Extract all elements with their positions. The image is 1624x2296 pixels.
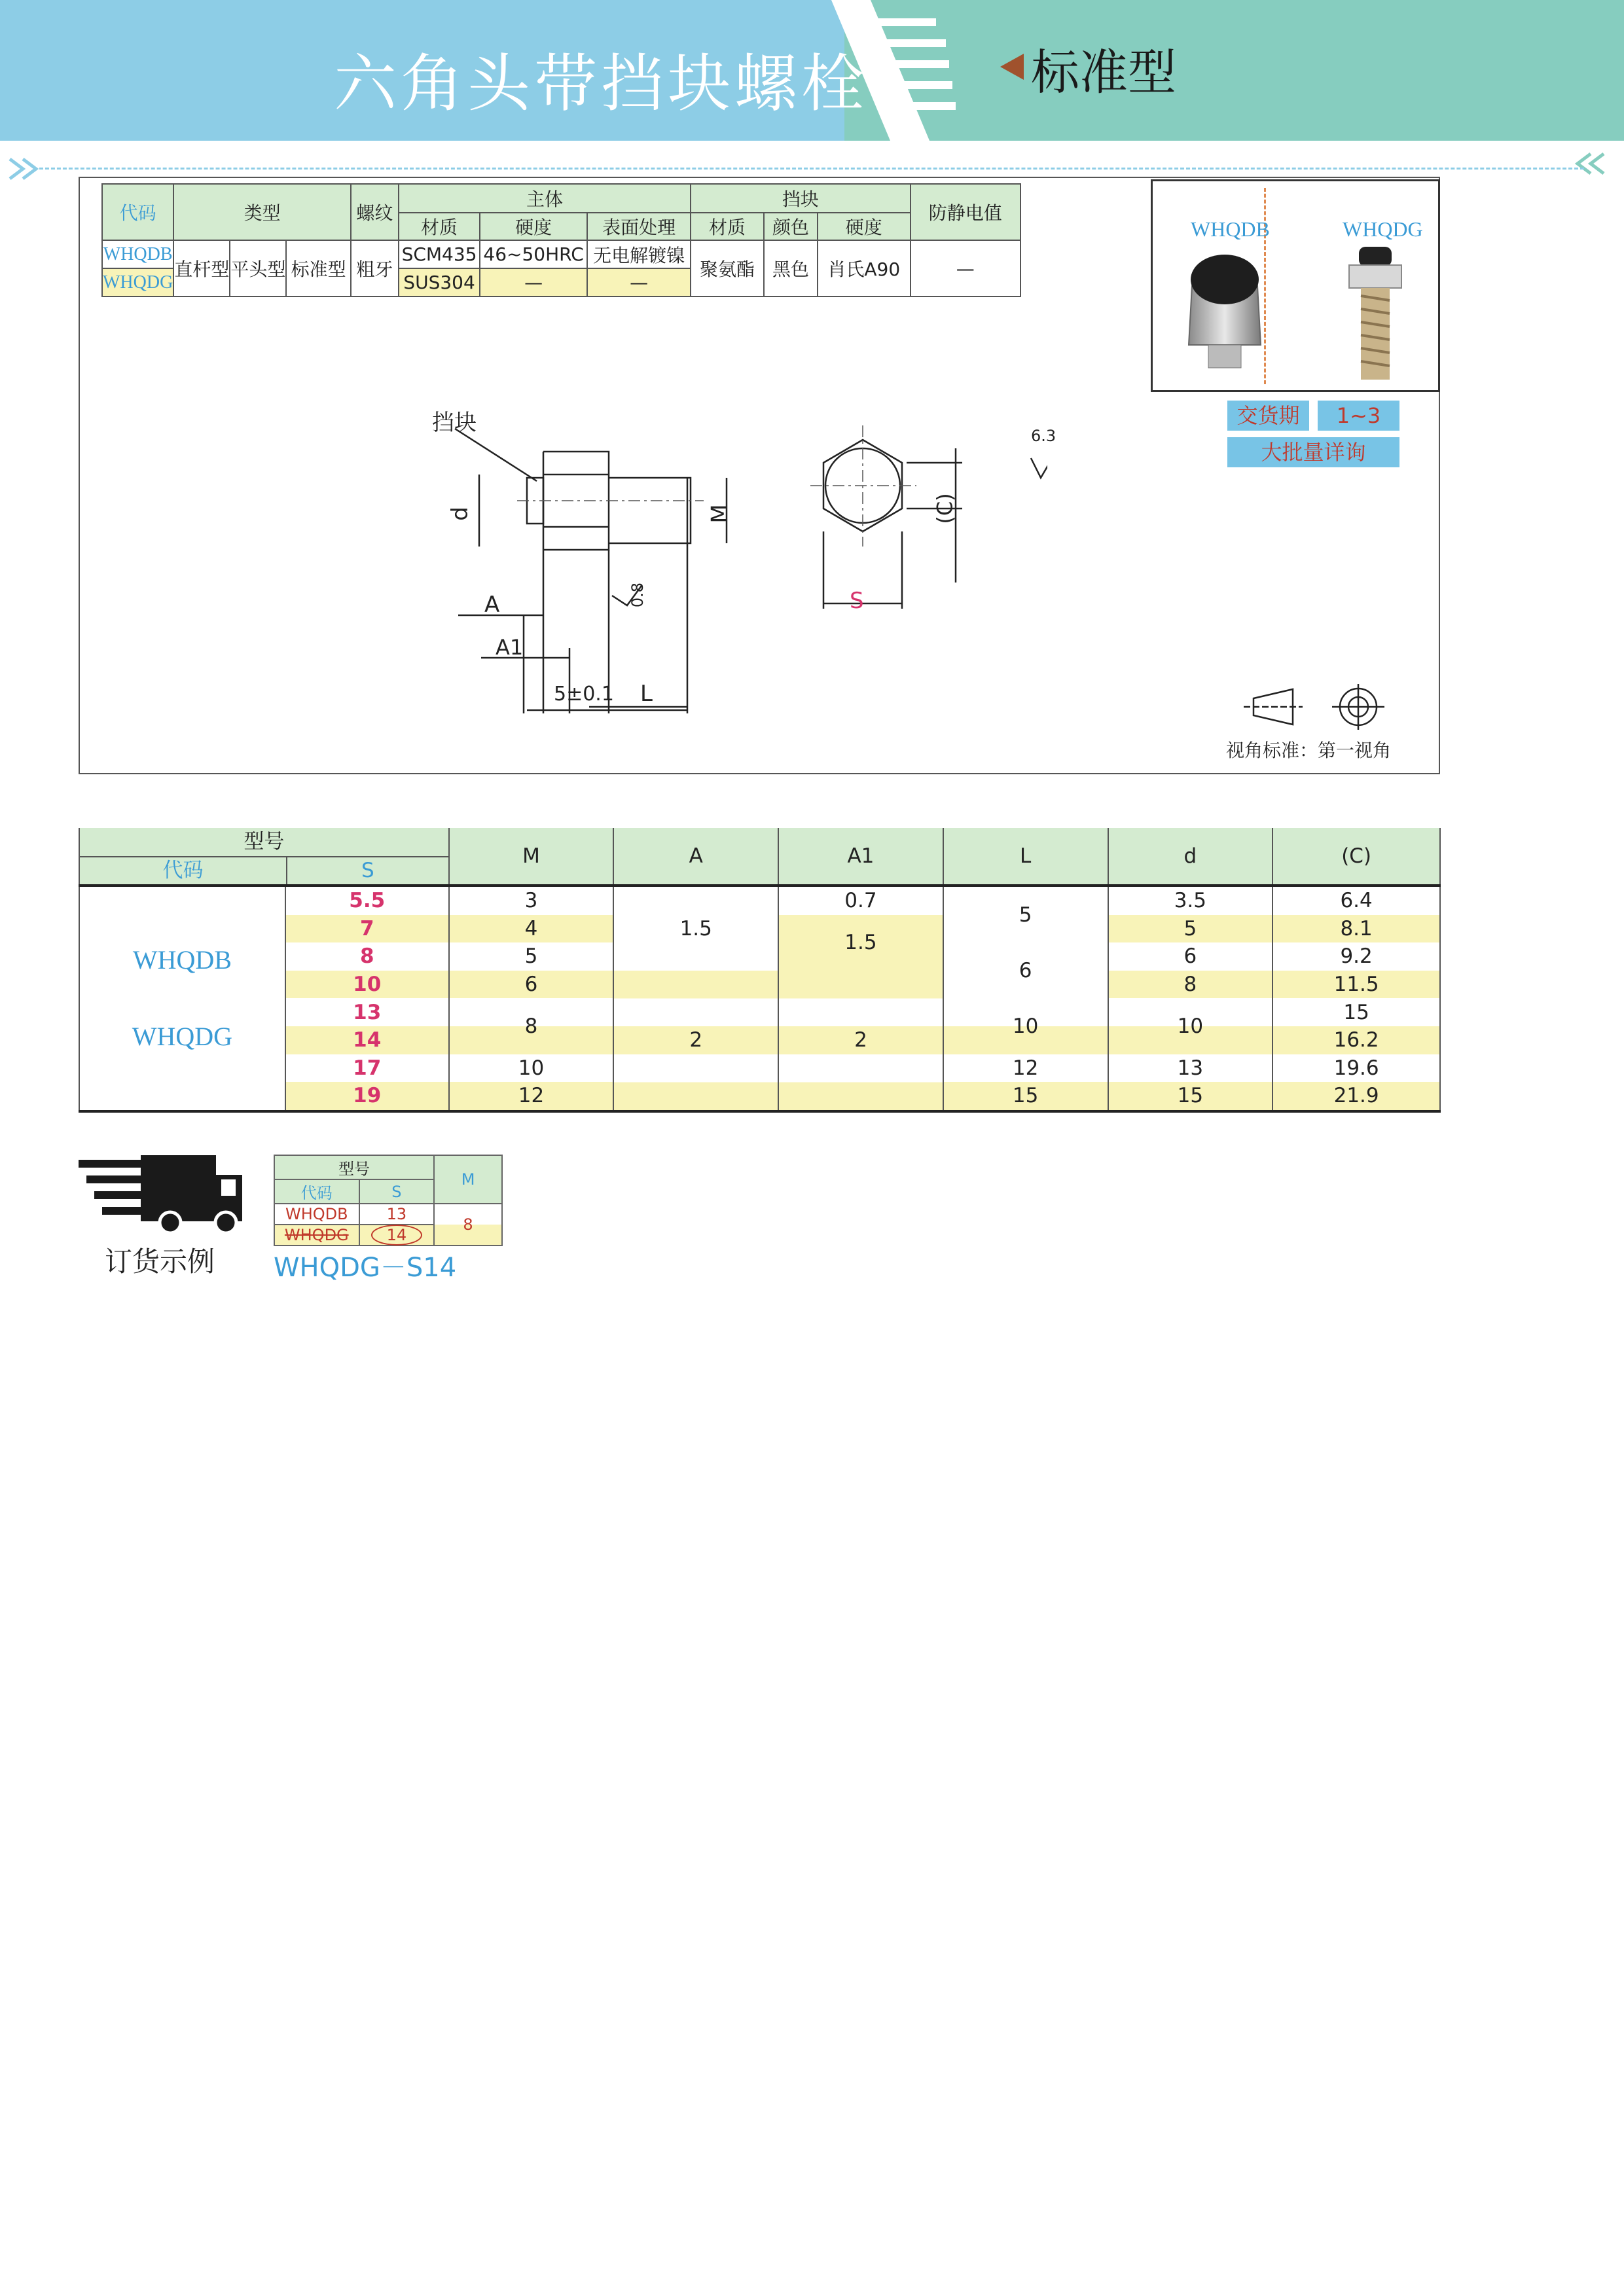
technical-drawing <box>419 393 1047 733</box>
size-a1: 1.5 <box>778 915 943 971</box>
size-s: 8 <box>285 942 449 971</box>
order-code-2: WHQDG <box>274 1225 359 1246</box>
bulk-inquiry: 大批量详询 <box>1227 437 1399 467</box>
spec-sub-block-material: 材质 <box>691 213 764 240</box>
size-s: 7 <box>285 915 449 943</box>
order-s-2: 14 <box>371 1225 423 1246</box>
size-header-code: 代码 <box>80 857 287 884</box>
delivery-label: 交货期 <box>1227 401 1309 431</box>
size-m: 12 <box>449 1082 614 1111</box>
spec-thread: 粗牙 <box>351 240 399 296</box>
product-photo-box <box>1151 179 1440 392</box>
size-c: 19.6 <box>1272 1054 1440 1083</box>
size-s: 10 <box>285 971 449 999</box>
order-code-1: WHQDB <box>274 1204 359 1225</box>
spec-type-3: 标准型 <box>286 240 350 296</box>
spec-table <box>101 183 1021 297</box>
drawing-dim-a: A <box>484 592 500 618</box>
size-header-d: d <box>1108 828 1273 886</box>
order-header-code: 代码 <box>274 1179 359 1204</box>
spec-block-color: 黑色 <box>764 240 818 296</box>
delivery-truck-icon <box>79 1152 242 1237</box>
size-l: 6 <box>943 942 1108 998</box>
order-header-s: S <box>359 1179 435 1204</box>
spec-header-type: 类型 <box>173 184 351 240</box>
triangle-left-icon <box>1000 54 1024 80</box>
spec-type-1: 直杆型 <box>173 240 230 296</box>
divider <box>39 168 1584 170</box>
size-m: 10 <box>449 1054 614 1083</box>
size-l: 5 <box>943 886 1108 942</box>
spec-code: WHQDB <box>102 240 173 268</box>
spec-hardness: 46~50HRC <box>480 240 587 268</box>
chevron-left-icon <box>1568 151 1607 177</box>
size-a: 1.5 <box>613 886 778 971</box>
size-code-whqdg: WHQDG <box>132 1022 233 1052</box>
spec-header-code: 代码 <box>102 184 173 240</box>
size-header-subrow <box>80 857 448 884</box>
projection-symbol-icon <box>1244 684 1407 730</box>
drawing-dim-c: (C) <box>932 493 958 524</box>
size-header-s: S <box>361 859 374 882</box>
size-m: 5 <box>449 942 614 971</box>
size-m: 3 <box>449 886 614 915</box>
drawing-dim-l: L <box>640 681 653 707</box>
spec-code: WHQDG <box>102 268 173 296</box>
view-standard: 视角标准：第一视角 <box>1226 740 1392 761</box>
size-d: 3.5 <box>1108 886 1273 915</box>
size-header-l: L <box>943 828 1108 886</box>
size-header-model: 型号 <box>80 828 448 857</box>
spec-material: SCM435 <box>399 240 480 268</box>
order-example-code: WHQDG－S14 <box>274 1253 457 1283</box>
spec-material: SUS304 <box>399 268 480 296</box>
size-d: 15 <box>1108 1082 1273 1111</box>
size-c: 8.1 <box>1272 915 1440 943</box>
size-d: 6 <box>1108 942 1273 971</box>
order-example-table <box>274 1155 503 1246</box>
spec-sub-color: 颜色 <box>764 213 818 240</box>
spec-type-2: 平头型 <box>230 240 286 296</box>
drawing-dim-m: M <box>706 504 733 524</box>
size-m: 6 <box>449 971 614 999</box>
drawing-dim-s: S <box>850 588 864 614</box>
size-header-a1: A1 <box>778 828 943 886</box>
spec-surface: 无电解镀镍 <box>587 240 691 268</box>
spec-sub-surface: 表面处理 <box>587 213 691 240</box>
size-c: 6.4 <box>1272 886 1440 915</box>
order-example-label: 订货示例 <box>105 1246 215 1278</box>
drawing-label-block: 挡块 <box>432 410 477 436</box>
order-m-value: 8 <box>434 1204 502 1246</box>
size-c: 11.5 <box>1272 971 1440 999</box>
size-m: 4 <box>449 915 614 943</box>
spec-sub-hardness: 硬度 <box>480 213 587 240</box>
size-d: 10 <box>1108 998 1273 1054</box>
size-l: 12 <box>943 1054 1108 1083</box>
size-c: 16.2 <box>1272 1026 1440 1054</box>
page-subtitle: 标准型 <box>1031 45 1176 101</box>
size-l: 15 <box>943 1082 1108 1111</box>
size-s: 17 <box>285 1054 449 1083</box>
roughness-value-b: 6.3 <box>1031 427 1056 445</box>
size-d: 8 <box>1108 971 1273 999</box>
size-code-whqdb: WHQDB <box>132 945 232 975</box>
size-m: 8 <box>449 998 614 1054</box>
size-a1: 0.7 <box>778 886 943 915</box>
size-s: 19 <box>285 1082 449 1111</box>
size-header-m: M <box>449 828 614 886</box>
spec-block-hardness: 肖氏A90 <box>818 240 911 296</box>
order-s-1: 13 <box>359 1204 435 1225</box>
spec-antistatic: — <box>911 240 1020 296</box>
spec-header-antistatic: 防静电值 <box>911 184 1020 240</box>
size-table <box>79 828 1441 1113</box>
spec-hardness: — <box>480 268 587 296</box>
order-header-m: M <box>434 1155 502 1204</box>
size-c: 9.2 <box>1272 942 1440 971</box>
drawing-dim-5: 5±0.1 <box>554 683 614 706</box>
order-header-model: 型号 <box>274 1155 434 1179</box>
roughness-value-a: 0.8 <box>628 582 647 608</box>
photo-label-whqdb: WHQDB <box>1191 217 1270 241</box>
size-header-a: A <box>613 828 778 886</box>
size-a1: 2 <box>778 971 943 1111</box>
spec-sub-material: 材质 <box>399 213 480 240</box>
whqdg-photo <box>1339 247 1411 391</box>
spec-block-material: 聚氨酯 <box>691 240 764 296</box>
photo-label-whqdg: WHQDG <box>1343 217 1423 241</box>
drawing-dim-a1: A1 <box>496 635 524 660</box>
size-s: 13 <box>285 998 449 1026</box>
spec-header-block: 挡块 <box>691 184 910 213</box>
size-d: 5 <box>1108 915 1273 943</box>
size-c: 21.9 <box>1272 1082 1440 1111</box>
size-header-model-group <box>79 828 449 886</box>
size-s: 14 <box>285 1026 449 1054</box>
spec-header-thread: 螺纹 <box>351 184 399 240</box>
drawing-dim-d: d <box>446 507 473 521</box>
size-d: 13 <box>1108 1054 1273 1083</box>
size-s: 5.5 <box>285 886 449 915</box>
size-header-c: (C) <box>1272 828 1440 886</box>
size-code-cell <box>79 886 285 1111</box>
spec-header-body: 主体 <box>399 184 691 213</box>
whqdb-photo <box>1179 247 1271 384</box>
size-a: 2 <box>613 971 778 1111</box>
spec-surface: — <box>587 268 691 296</box>
size-l: 10 <box>943 998 1108 1054</box>
delivery-value: 1~3 <box>1318 401 1399 431</box>
spec-sub-block-hardness: 硬度 <box>818 213 911 240</box>
page-title: 六角头带挡块螺栓 <box>334 47 868 120</box>
order-s-2-cell <box>359 1225 435 1246</box>
table-row <box>79 886 1440 915</box>
size-c: 15 <box>1272 998 1440 1026</box>
